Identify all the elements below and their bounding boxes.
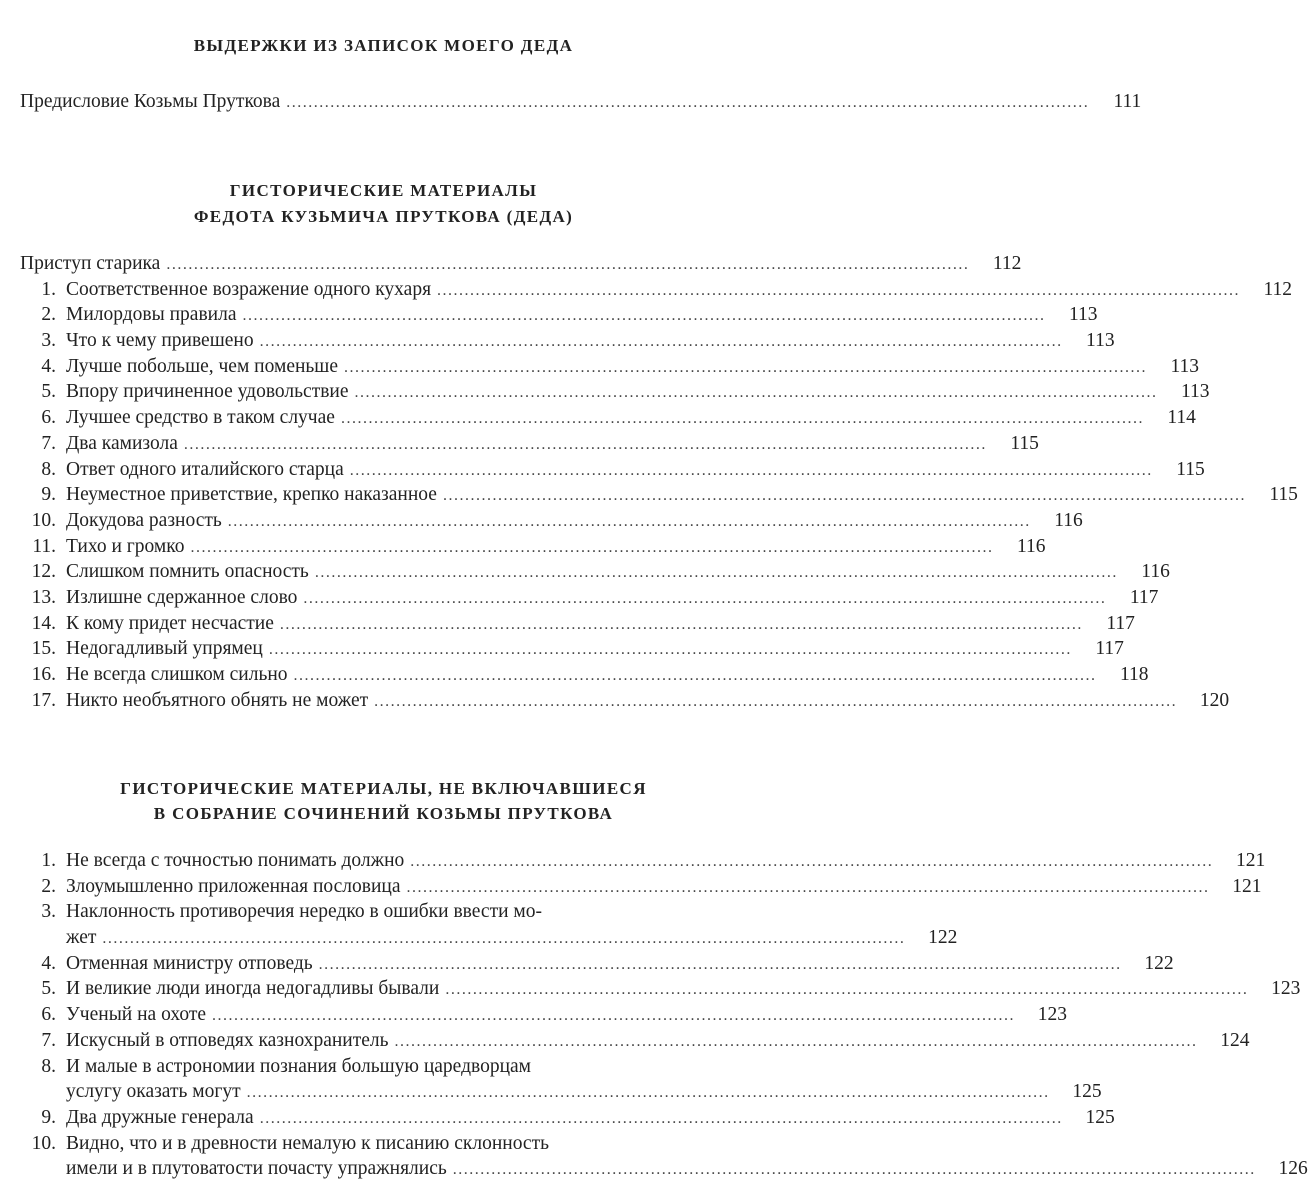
dot-leader: .................................................................................................................................................. [374,692,1178,710]
entry-number: 8. [41,458,56,480]
entry-title: Не всегда с точностью понимать должно [66,850,405,871]
toc-entry [20,508,1083,534]
toc-entry [20,457,1205,483]
entry-page: 120 [1199,689,1230,711]
entry-page: 121 [1236,850,1266,871]
entry-number: 7. [41,1029,56,1051]
entry-page: 118 [1120,664,1149,685]
entry-title: Слишком помнить опасность [66,561,309,583]
dot-leader: .................................................................................................................................................. [183,435,987,453]
toc-entry [20,1079,1102,1105]
dot-leader: .................................................................................................................................................. [452,1161,1256,1179]
dot-leader: .................................................................................................................................................. [394,1032,1198,1050]
section3-list [20,848,1308,1182]
toc-entry [20,976,1301,1002]
toc-entry [20,874,1262,900]
toc-entry-preface [20,89,1142,115]
toc-entry [20,899,734,925]
entry-page: 125 [1085,1106,1115,1128]
entry-title: Никто необъятного обнять не может [66,689,369,711]
entry-title: Лучшее средство в таком случае [66,407,335,429]
entry-number: 17. [31,689,56,711]
entry-number: 1. [41,278,56,300]
toc-entry [20,1054,734,1080]
toc-entry [20,611,1135,637]
section2-heading-line2: ФЕДОТА КУЗЬМИЧА ПРУТКОВА (ДЕДА) [193,207,574,226]
entry-title: Излишне сдержанное слово [66,586,298,608]
toc-entry [20,559,1170,585]
dot-leader: .................................................................................................................................................. [343,358,1147,376]
entry-page: 115 [1010,432,1039,454]
section3-heading-line1: ГИСТОРИЧЕСКИЕ МАТЕРИАЛЫ, НЕ ВКЛЮЧАВШИЕСЯ [120,779,647,798]
entry-title: Лучше побольше, чем поменьше [66,355,338,377]
entry-title: Видно, что и в древности немалую к писанию склонность [66,1132,549,1154]
toc-entry [20,662,1149,688]
entry-title: Милордовы правила [66,304,237,326]
dot-leader: .................................................................................................................................................. [259,333,1063,351]
dot-leader: .................................................................................................................................................. [259,1109,1063,1127]
entry-title: Злоумышленно приложенная пословица [66,875,401,897]
entry-page: 113 [1180,381,1210,403]
toc-entry [20,1002,1068,1028]
entry-title: Два камизола [66,432,178,454]
toc-entry [20,1028,1250,1054]
entry-title: Впору причиненное удовольствие [66,381,349,403]
entry-title: Два дружные генерала [66,1106,254,1128]
dot-leader: .................................................................................................................................................. [102,930,906,948]
toc-entry [20,302,1098,328]
entry-title: услугу оказать могут [66,1081,241,1103]
entry-number: 10. [31,1132,56,1154]
dot-leader: .................................................................................................................................................. [318,955,1122,973]
dot-leader: .................................................................................................................................................. [293,667,1097,684]
entry-title: К кому придет несчастие [66,612,274,634]
entry-title: Соответственное возражение одного кухаря [66,278,432,300]
entry-number: 14. [31,612,56,634]
entry-page: 116 [1141,561,1170,583]
dot-leader: .................................................................................................................................................. [303,589,1107,607]
entry-number: 12. [31,561,56,583]
entry-title: Отменная министру отповедь [66,952,313,974]
dot-leader: .................................................................................................................................................. [166,256,970,273]
entry-number: 8. [41,1055,56,1077]
entry-title: имели и в плутоватости почасту упражнялись [66,1158,447,1180]
entry-title: Тихо и громко [66,535,185,557]
entry-page: 117 [1106,612,1135,634]
entry-page: 117 [1129,586,1159,608]
dot-leader: .................................................................................................................................................. [437,281,1241,299]
entry-page: 115 [1269,484,1298,506]
entry-title: Что к чему привешено [66,330,254,352]
entry-number: 6. [41,1004,56,1026]
entry-title: Неуместное приветствие, крепко наказанное [66,484,437,506]
entry-number: 1. [41,850,56,871]
toc-entry [20,848,1266,874]
entry-title: Наклонность противоречия нередко в ошибки ввести мо- [66,901,542,923]
entry-page: 122 [1144,952,1174,974]
entry-number: 3. [41,901,56,923]
entry-title: Ученый на охоте [66,1004,207,1026]
toc-entry [20,328,1115,354]
entry-number: 16. [31,664,56,685]
toc-entry [20,431,1039,457]
entry-page: 116 [1054,509,1083,531]
entry-title: Докудова разность [66,509,222,531]
dot-leader: .................................................................................................................................................. [286,94,1090,111]
entry-number: 4. [41,952,56,974]
dot-leader: .................................................................................................................................................. [349,461,1153,479]
entry-page: 123 [1037,1004,1068,1026]
entry-number: 2. [41,875,56,897]
entry-page: 117 [1095,638,1124,660]
entry-number: 6. [41,407,56,429]
entry-title: Ответ одного италийского старца [66,458,344,480]
entry-number: 15. [31,638,56,660]
dot-leader: .................................................................................................................................................. [340,410,1144,428]
entry-page: 111 [1113,91,1142,112]
section1-heading: ВЫДЕРЖКИ ИЗ ЗАПИСОК МОЕГО ДЕДА [193,36,574,55]
entry-title: Не всегда слишком сильно [66,664,288,685]
dot-leader: .................................................................................................................................................. [354,384,1158,402]
entry-title: Искусный в отповедях казнохранитель [66,1029,389,1051]
entry-number: 3. [41,330,56,352]
entry-page: 126 [1278,1158,1308,1180]
section2-heading-line1: ГИСТОРИЧЕСКИЕ МАТЕРИАЛЫ [229,181,538,200]
entry-page: 113 [1086,330,1115,352]
toc-entry [20,688,1230,714]
dot-leader: .................................................................................................................................................. [212,1007,1016,1025]
entry-number: 5. [41,978,56,1000]
toc-entry [20,251,1022,277]
entry-page: 116 [1016,535,1046,557]
entry-page: 112 [1263,278,1293,300]
section2-list [20,251,1298,713]
toc-entry [20,354,1199,380]
entry-number: 2. [41,304,56,326]
dot-leader: .................................................................................................................................................. [314,564,1118,582]
toc-entry [20,405,1196,431]
entry-number: 5. [41,381,56,403]
toc-entry [20,925,958,951]
entry-number: 4. [41,355,56,377]
entry-page: 125 [1072,1081,1102,1103]
entry-number: 10. [31,509,56,531]
entry-page: 115 [1176,458,1205,480]
entry-number: 7. [41,432,56,454]
toc-entry [20,1105,1115,1131]
entry-title: Приступ старика [20,253,161,274]
toc-entry [20,534,1046,560]
entry-title: Предисловие Козьмы Пруткова [20,91,281,112]
toc-entry [20,379,1210,405]
entry-number: 11. [32,535,56,557]
dot-leader: .................................................................................................................................................. [190,538,994,556]
dot-leader: .................................................................................................................................................. [279,615,1083,633]
dot-leader: .................................................................................................................................................. [242,307,1046,325]
dot-leader: .................................................................................................................................................. [227,512,1031,530]
toc-entry [20,1131,734,1157]
dot-leader: .................................................................................................................................................. [410,853,1214,870]
entry-page: 124 [1220,1029,1250,1051]
entry-page: 113 [1068,304,1098,326]
toc-entry [20,585,1159,611]
entry-title: Недогадливый упрямец [66,638,263,660]
dot-leader: .................................................................................................................................................. [445,981,1249,999]
toc-entry [20,1156,1308,1182]
toc-entry [20,951,1174,977]
dot-leader: .................................................................................................................................................. [442,487,1246,505]
entry-page: 112 [992,253,1022,274]
entry-number: 9. [41,1106,56,1128]
entry-page: 113 [1170,355,1199,377]
dot-leader: .................................................................................................................................................. [246,1084,1050,1102]
toc-entry [20,482,1298,508]
entry-page: 114 [1167,407,1196,429]
entry-number: 9. [41,484,56,506]
section3-heading-line2: В СОБРАНИЕ СОЧИНЕНИЙ КОЗЬМЫ ПРУТКОВА [153,804,614,823]
dot-leader: .................................................................................................................................................. [406,878,1210,896]
toc-entry [20,277,1293,303]
entry-number: 13. [31,586,56,608]
entry-title: И великие люди иногда недогадливы бывали [66,978,440,1000]
entry-page: 123 [1271,978,1301,1000]
dot-leader: .................................................................................................................................................. [268,641,1072,659]
entry-title: И малые в астрономии познания большую царедворцам [66,1055,532,1077]
toc-entry [20,636,1124,662]
entry-title: жет [66,927,97,949]
entry-page: 122 [928,927,958,949]
entry-page: 121 [1232,875,1262,897]
